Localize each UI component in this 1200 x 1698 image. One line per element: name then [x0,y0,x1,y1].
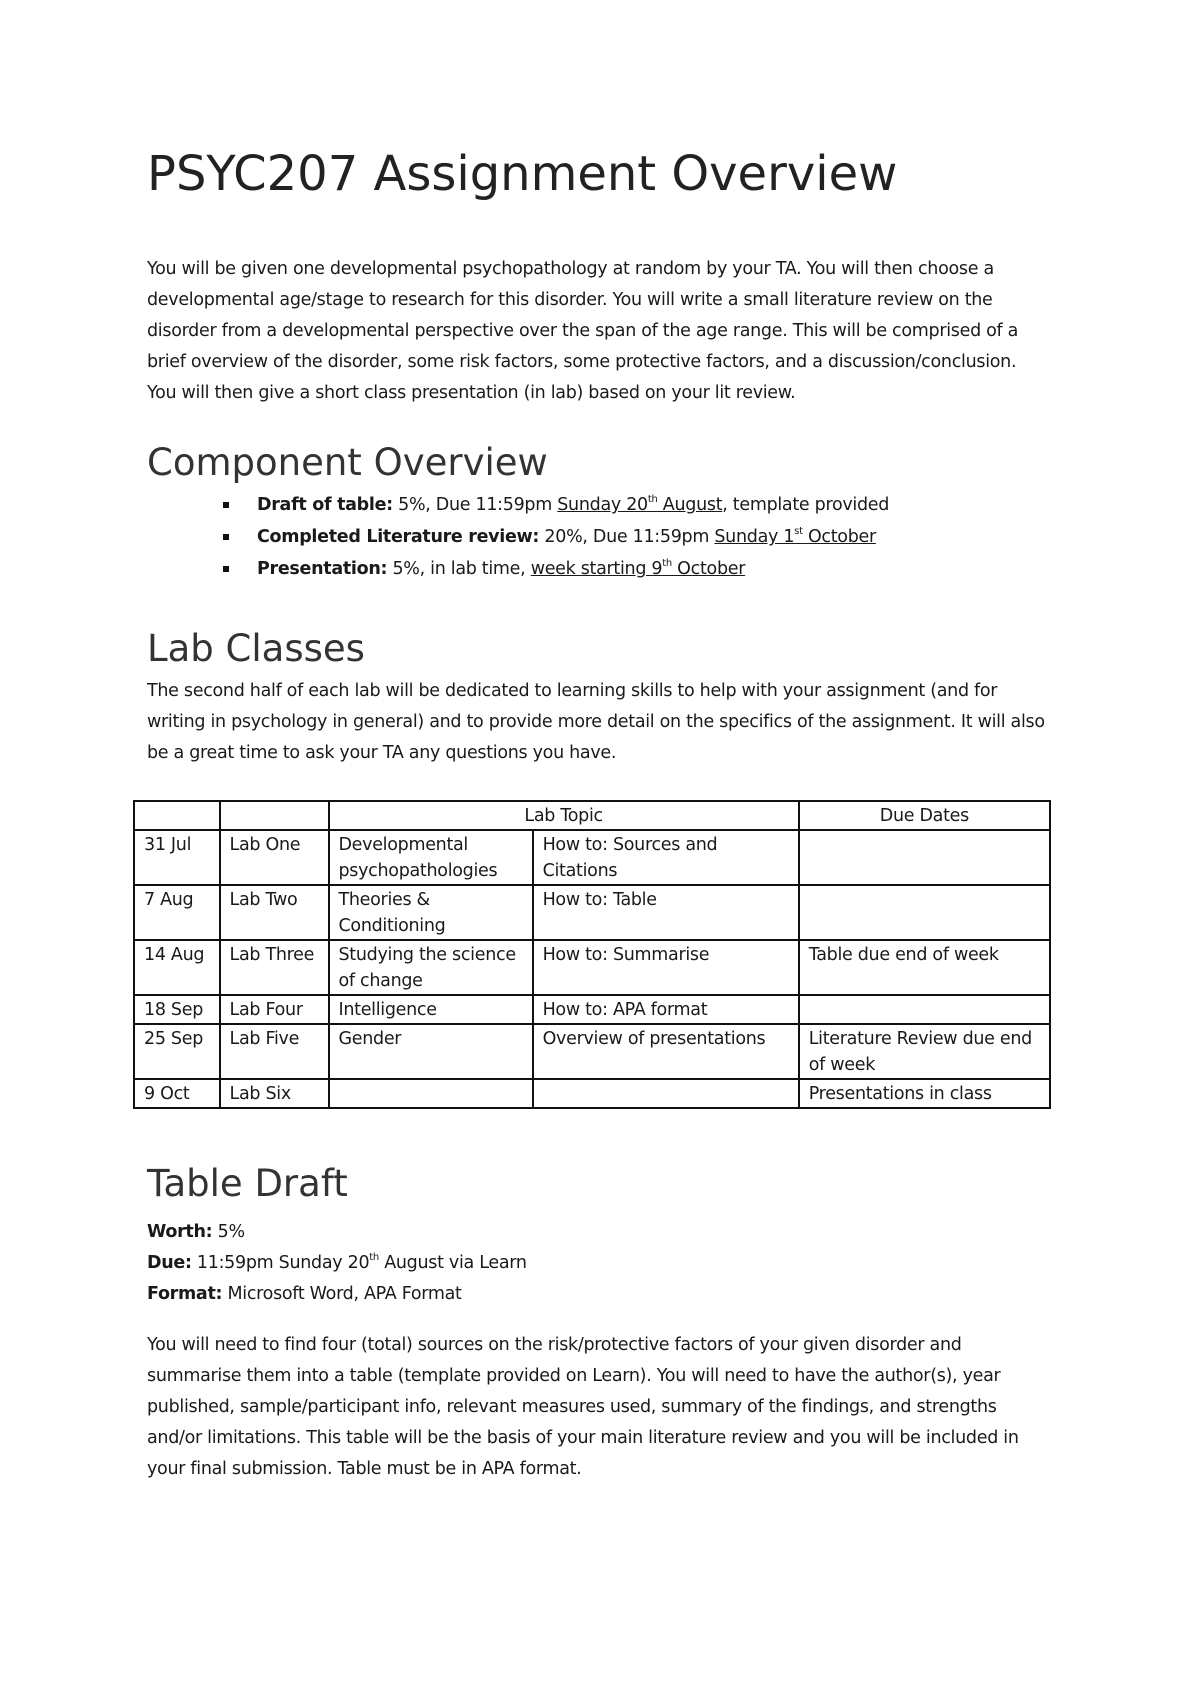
table-row: 14 Aug Lab Three Studying the science of change How to: Summarise Table due end of week [134,940,1050,995]
table-row: 18 Sep Lab Four Intelligence How to: APA format [134,995,1050,1024]
table-row: 9 Oct Lab Six Presentations in class [134,1079,1050,1108]
table-row: 31 Jul Lab One Developmental psychopathologies How to: Sources and Citations [134,830,1050,885]
bullet-icon [223,566,229,572]
header-cell-due-dates: Due Dates [799,801,1050,830]
lab-classes-heading: Lab Classes [147,627,365,671]
component-item: Draft of table: 5%, Due 11:59pm Sunday 20th August, template provided [257,489,1047,521]
format-line: Format: Microsoft Word, APA Format [147,1284,462,1304]
table-draft-paragraph: You will need to find four (total) sources on the risk/protective factors of your given disorder and summarise them into a table (template provided on Learn). You will need to have the author(s), year published, sample/participant info, relevant measures used, summary of the findings, and strengths and/or limitations. This table will be the basis of your main literature review and you will be included in your final submission. Table must be in APA format. [147,1335,1019,1479]
intro-paragraph: You will be given one developmental psychopathology at random by your TA. You will then choose a developmental age/stage to research for this disorder. You will write a small literature review on the disorder from a developmental perspective over the span of the age range. This will be comprised of a brief overview of the disorder, some risk factors, some protective factors, and a discussion/conclusion. You will then give a short class presentation (in lab) based on your lit review. [147,259,1019,403]
component-overview-heading: Component Overview [147,441,548,484]
lab-schedule-table [133,800,1051,1109]
table-row: 25 Sep Lab Five Gender Overview of presentations Literature Review due end of week [134,1024,1050,1079]
page-title: PSYC207 Assignment Overview [147,146,898,202]
component-item: Presentation: 5%, in lab time, week starting 9th October [257,553,1047,585]
header-cell [134,801,220,830]
table-draft-heading: Table Draft [147,1162,348,1205]
component-item: Completed Literature review: 20%, Due 11:59pm Sunday 1st October [257,521,1047,553]
lab-classes-paragraph: The second half of each lab will be dedicated to learning skills to help with your assignment (and for writing in psychology in general) and to provide more detail on the specifics of the assignment. It will also be a great time to ask your TA any questions you have. [147,680,1045,763]
component-list [147,489,1047,585]
bullet-icon [223,502,229,508]
header-cell-lab-topic: Lab Topic [329,801,799,830]
due-line: Due: 11:59pm Sunday 20th August via Learn [147,1252,527,1273]
header-cell [220,801,329,830]
table-draft-section [147,1217,1047,1485]
table-header-row [134,801,1050,830]
worth-line: Worth: 5% [147,1222,245,1242]
table-row: 7 Aug Lab Two Theories & Conditioning How to: Table [134,885,1050,940]
bullet-icon [223,534,229,540]
document-content [147,146,1047,769]
